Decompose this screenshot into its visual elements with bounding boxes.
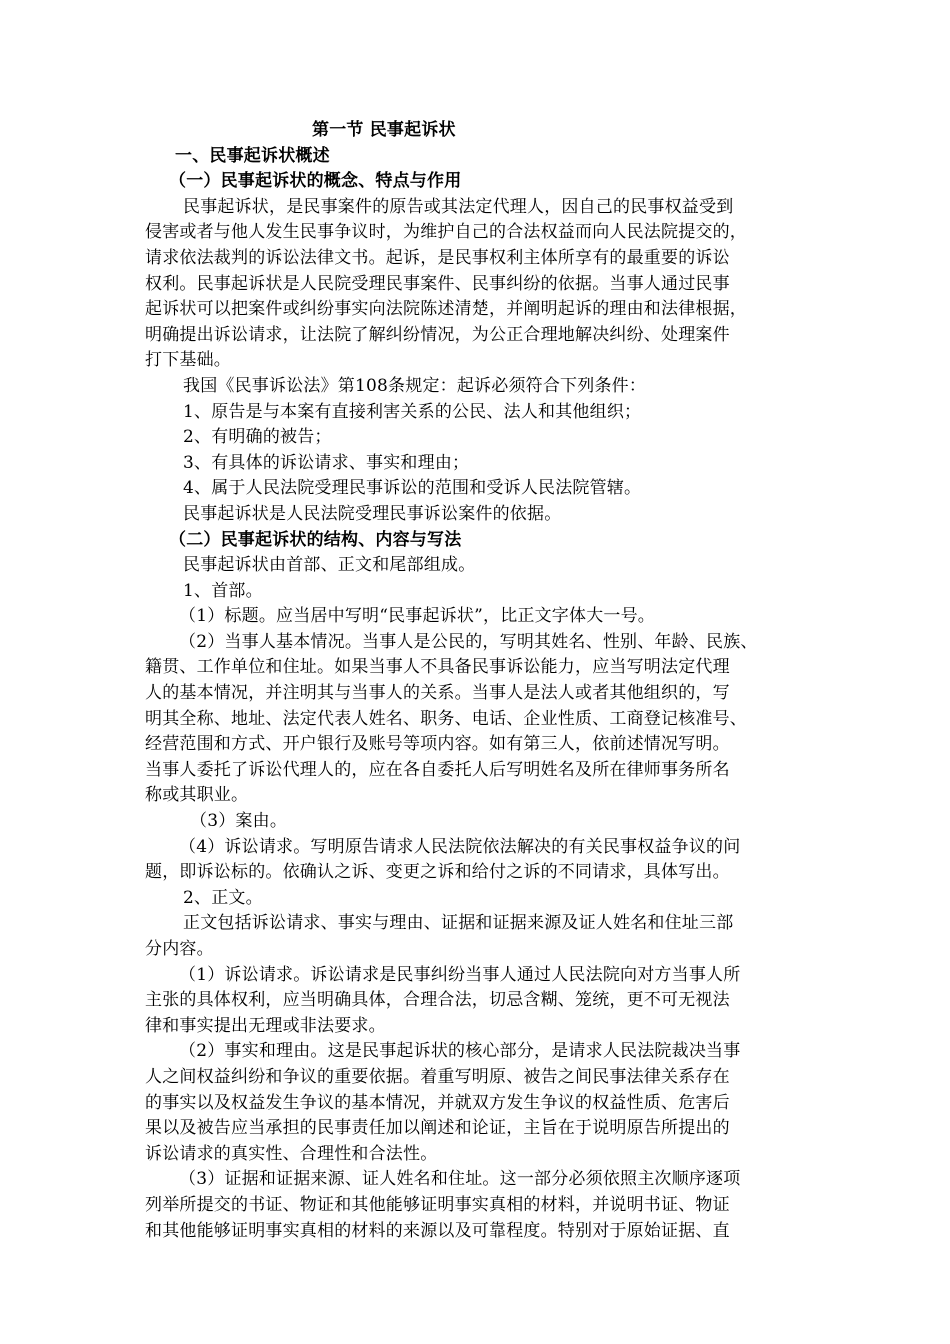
paragraph-line: 我国《民事诉讼法》第108条规定：起诉必须符合下列条件： [183,375,647,396]
paragraph-line: 正文包括诉讼请求、事实与理由、证据和证据来源及证人姓名和住址三部 [183,913,734,934]
paragraph-line: 和其他能够证明事实真相的材料的来源以及可靠程度。特别对于原始证据、直 [145,1220,730,1241]
paragraph-line: 民事起诉状由首部、正文和尾部组成。 [183,555,476,576]
paragraph-line: （1）诉讼请求。诉讼请求是民事纠纷当事人通过人民法院向对方当事人所 [179,964,741,985]
paragraph-line: 经营范围和方式、开户银行及账号等项内容。如有第三人，依前述情况写明。 [145,734,730,755]
paragraph-line: （3）案由。 [190,811,288,832]
paragraph-line: （1）标题。应当居中写明“民事起诉状”，比正文字体大一号。 [179,606,655,627]
paragraph-line: 果以及被告应当承担的民事责任加以阐述和论证，主旨在于说明原告所提出的 [145,1118,730,1139]
section-heading: （二）民事起诉状的结构、内容与写法 [169,529,462,550]
paragraph-line: 主张的具体权利，应当明确具体，合理合法，切忌含糊、笼统，更不可无视法 [145,990,730,1011]
paragraph-line: 民事起诉状，是民事案件的原告或其法定代理人，因自己的民事权益受到 [183,196,734,217]
paragraph-line: 律和事实提出无理或非法要求。 [145,1015,386,1036]
paragraph-line: 称或其职业。 [145,785,249,806]
paragraph-line: 人的基本情况，并注明其与当事人的关系。当事人是法人或者其他组织的，写 [145,683,730,704]
paragraph-line: （2）事实和理由。这是民事起诉状的核心部分，是请求人民法院裁决当事 [179,1041,741,1062]
paragraph-line: 题，即诉讼标的。依确认之诉、变更之诉和给付之诉的不同请求，具体写出。 [145,862,730,883]
paragraph-line: 籍贯、工作单位和住址。如果当事人不具备民事诉讼能力，应当写明法定代理 [145,657,730,678]
paragraph-line: 请求依法裁判的诉讼法律文书。起诉，是民事权利主体所享有的最重要的诉讼 [145,247,730,268]
paragraph-line: 分内容。 [145,939,214,959]
paragraph-line: 明确提出诉讼请求，让法院了解纠纷情况，为公正合理地解决纠纷、处理案件 [145,324,730,345]
paragraph-line: 人之间权益纠纷和争议的重要依据。着重写明原、被告之间民事法律关系存在 [145,1066,730,1087]
paragraph-line: 侵害或者与他人发生民事争议时，为维护自己的合法权益而向人民法院提交的， [145,222,747,243]
paragraph-line: 2、有明确的被告； [183,427,332,448]
paragraph-line: （4）诉讼请求。写明原告请求人民法院依法解决的有关民事权益争议的问 [179,836,741,857]
paragraph-line: 列举所提交的书证、物证和其他能够证明事实真相的材料，并说明书证、物证 [145,1194,730,1215]
paragraph-line: 1、首部。 [183,580,263,601]
paragraph-line: 权利。民事起诉状是人民院受理民事案件、民事纠纷的依据。当事人通过民事 [145,273,730,294]
document-body [145,118,817,1244]
paragraph-line: 明其全称、地址、法定代表人姓名、职务、电话、企业性质、工商登记核准号、 [145,708,747,729]
section-heading: 一、民事起诉状概述 [175,145,330,166]
paragraph-line: 当事人委托了诉讼代理人的，应在各自委托人后写明姓名及所在律师事务所名 [145,759,730,780]
paragraph-line: 1、原告是与本案有直接利害关系的公民、法人和其他组织； [183,401,642,422]
paragraph-line: 的事实以及权益发生争议的基本情况，并就双方发生争议的权益性质、危害后 [145,1092,730,1113]
paragraph-line: 3、有具体的诉讼请求、事实和理由； [183,452,470,473]
page-title: 第一节 民事起诉状 [312,120,456,140]
paragraph-line: （3）证据和证据来源、证人姓名和住址。这一部分必须依照主次顺序逐项 [179,1169,741,1190]
section-heading: （一）民事起诉状的概念、特点与作用 [169,171,462,192]
paragraph-line: 民事起诉状是人民法院受理民事诉讼案件的依据。 [183,503,562,524]
paragraph-line: 2、正文。 [183,887,263,908]
paragraph-line: 起诉状可以把案件或纠纷事实向法院陈述清楚，并阐明起诉的理由和法律根据， [145,299,747,320]
paragraph-line: 4、属于人民法院受理民事诉讼的范围和受诉人民法院管辖。 [183,478,642,499]
paragraph-line: （2）当事人基本情况。当事人是公民的，写明其姓名、性别、年龄、民族、 [179,631,758,652]
paragraph-line: 诉讼请求的真实性、合理性和合法性。 [145,1143,438,1164]
paragraph-line: 打下基础。 [145,350,231,371]
